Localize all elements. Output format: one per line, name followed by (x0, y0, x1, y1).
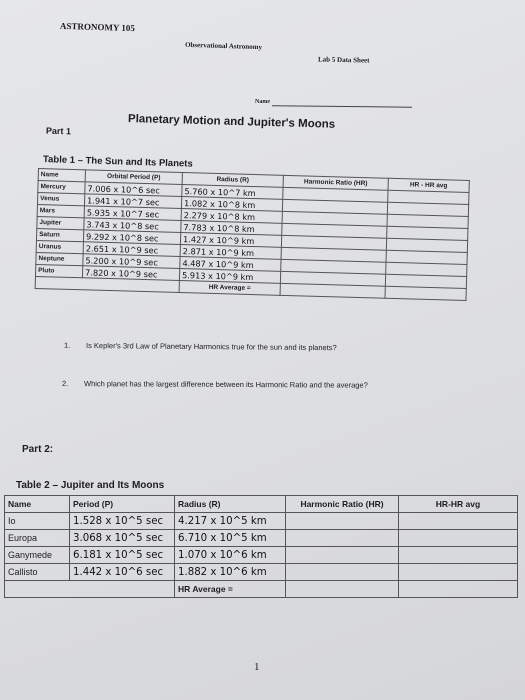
harmonic-ratio-cell[interactable] (286, 547, 399, 564)
planet-name: Jupiter (37, 216, 84, 229)
radius: 7.783 x 10^8 km (181, 221, 282, 236)
hr-average-cell[interactable] (286, 581, 399, 598)
radius: 1.082 x 10^8 km (181, 197, 282, 212)
planet-name: Uranus (36, 240, 83, 253)
empty-cell (5, 581, 70, 598)
hr-average-cell[interactable] (280, 283, 385, 298)
planet-name: Neptune (36, 252, 83, 265)
planet-name: Mercury (38, 181, 85, 194)
radius: 5.760 x 10^7 km (182, 185, 283, 200)
name-label: Name (255, 99, 270, 105)
planet-name: Pluto (35, 264, 82, 277)
course-title: ASTRONOMY 105 (59, 20, 136, 34)
hr-diff-cell[interactable] (399, 564, 518, 581)
table-row (5, 564, 518, 581)
hr-average-label: HR Average = (179, 280, 280, 295)
hr-diff-cell[interactable] (399, 547, 518, 564)
header-cell: HR-HR avg (399, 496, 518, 513)
header-cell: Period (P) (70, 496, 175, 513)
hr-diff-cell[interactable] (399, 513, 518, 530)
orbital-period: 5.935 x 10^7 sec (84, 206, 181, 221)
question-text: Is Kepler's 3rd Law of Planetary Harmonics true for the sun and its planets? (85, 341, 337, 353)
header-cell: Harmonic Ratio (HR) (286, 496, 399, 513)
header-cell: Radius (R) (182, 173, 283, 188)
page-title: Planetary Motion and Jupiter's Moons (127, 113, 336, 131)
period: 3.068 x 10^5 sec (70, 530, 175, 547)
period: 1.442 x 10^6 sec (70, 564, 175, 581)
orbital-period: 5.200 x 10^9 sec (83, 254, 180, 269)
hr-average-label: HR Average = (175, 581, 286, 598)
course-subtitle: Observational Astronomy (184, 40, 263, 52)
header-cell: Harmonic Ratio (HR) (283, 175, 388, 190)
planet-name: Venus (37, 193, 84, 206)
hr-diff-cell[interactable] (399, 530, 518, 547)
period: 6.181 x 10^5 sec (70, 547, 175, 564)
radius: 5.913 x 10^9 km (179, 268, 280, 283)
radius: 1.070 x 10^6 km (175, 547, 286, 564)
header-cell: Radius (R) (175, 496, 286, 513)
radius: 4.217 x 10^5 km (175, 513, 286, 530)
table2-caption: Table 2 – Jupiter and Its Moons (16, 480, 165, 491)
orbital-period: 3.743 x 10^8 sec (84, 218, 181, 233)
moon-name: Callisto (5, 564, 70, 581)
planet-name: Mars (37, 204, 84, 217)
harmonic-ratio-cell[interactable] (286, 564, 399, 581)
radius: 2.279 x 10^8 km (181, 209, 282, 224)
harmonic-ratio-cell[interactable] (286, 513, 399, 530)
question-1 (64, 341, 337, 352)
orbital-period: 7.006 x 10^6 sec (85, 182, 182, 197)
radius: 2.871 x 10^9 km (180, 245, 281, 260)
orbital-period: 2.651 x 10^9 sec (83, 242, 180, 257)
empty-cell (385, 286, 466, 300)
moon-name: Io (5, 513, 70, 530)
radius: 4.487 x 10^9 km (180, 257, 281, 272)
table-row (5, 530, 518, 547)
average-row (5, 581, 518, 598)
empty-cell (35, 276, 82, 289)
period: 1.528 x 10^5 sec (70, 513, 175, 530)
lab-sheet-label: Lab 5 Data Sheet (317, 55, 370, 65)
planet-name: Saturn (36, 228, 83, 241)
header-cell: HR - HR avg (388, 178, 469, 192)
header-cell: Name (38, 169, 85, 182)
question-2 (62, 379, 422, 391)
orbital-period: 7.820 x 10^9 sec (82, 266, 179, 281)
radius: 6.710 x 10^5 km (175, 530, 286, 547)
part2-heading: Part 2: (22, 444, 54, 455)
orbital-period: 1.941 x 10^7 sec (84, 194, 181, 209)
empty-cell (399, 581, 518, 598)
radius: 1.427 x 10^9 km (180, 233, 281, 248)
question-text: Which planet has the largest difference between its Harmonic Ratio and the average? (83, 379, 368, 390)
table-header-row (5, 496, 518, 513)
radius: 1.882 x 10^6 km (175, 564, 286, 581)
table-row (5, 547, 518, 564)
harmonic-ratio-cell[interactable] (286, 530, 399, 547)
moon-name: Ganymede (5, 547, 70, 564)
name-field-line[interactable] (272, 105, 412, 107)
table-row (5, 513, 518, 530)
orbital-period: 9.292 x 10^8 sec (83, 230, 180, 245)
moons-table (4, 495, 518, 598)
empty-cell (82, 278, 179, 293)
header-cell: Name (5, 496, 70, 513)
header-cell: Orbital Period (P) (85, 170, 182, 185)
part1-heading: Part 1 (45, 125, 72, 137)
page-number: 1 (254, 661, 260, 673)
table1-caption: Table 1 – The Sun and Its Planets (42, 154, 193, 170)
planets-table (35, 168, 470, 301)
moon-name: Europa (5, 530, 70, 547)
question-number: 1. (63, 340, 71, 350)
question-number: 2. (61, 379, 69, 389)
empty-cell (70, 581, 175, 598)
